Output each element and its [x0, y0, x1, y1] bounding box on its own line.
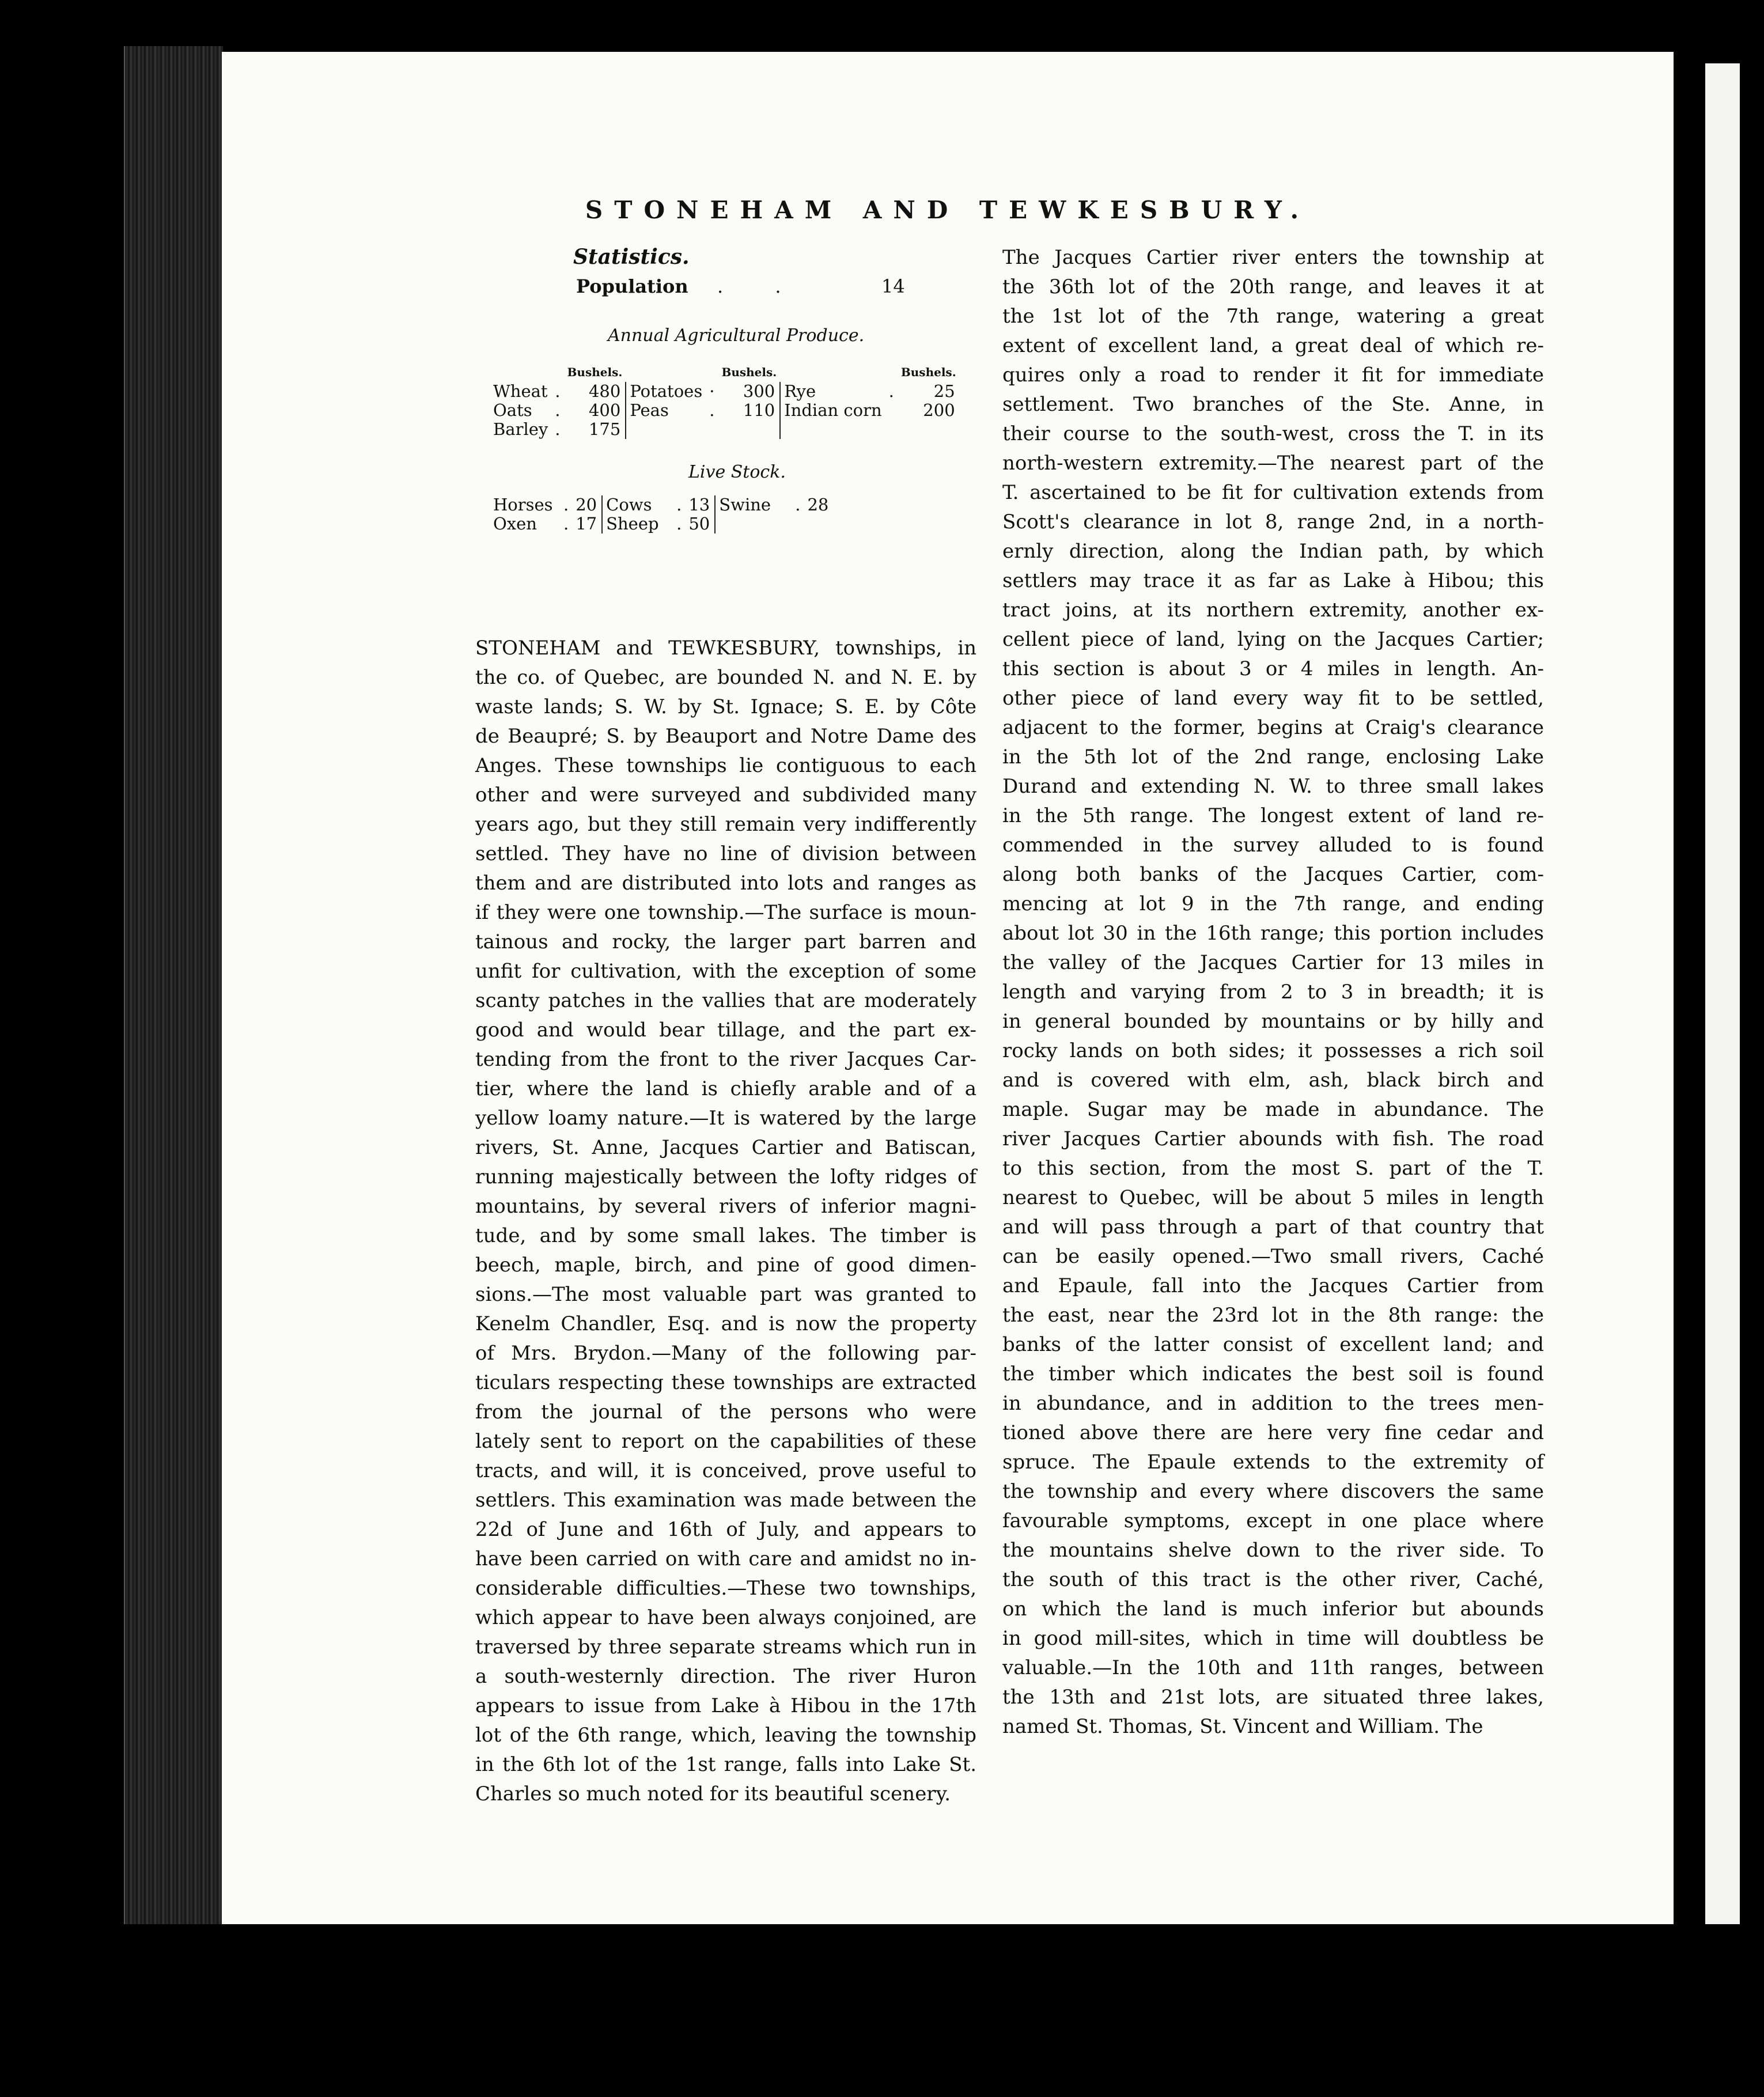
text-line: of Mrs. Brydon.—Many of the following par-: [475, 1342, 976, 1365]
text-line: settled. They have no line of division between: [475, 842, 976, 865]
text-line: tending from the front to the river Jacques Car-: [475, 1048, 976, 1071]
text-line: the valley of the Jacques Cartier for 13 miles in: [1002, 951, 1544, 974]
text-line: rivers, St. Anne, Jacques Cartier and Batiscan,: [475, 1136, 976, 1159]
animal-name: Oxen: [493, 514, 537, 533]
unit-header: Bushels.: [900, 365, 956, 379]
text-line: Scott's clearance in lot 8, range 2nd, in a north-: [1002, 510, 1544, 533]
text-line: good and would bear tillage, and the part ex-: [475, 1019, 976, 1042]
text-line: Kenelm Chandler, Esq. and is now the property: [475, 1312, 976, 1335]
text-line: on which the land is much inferior but abounds: [1002, 1598, 1544, 1621]
crop-value: 480: [564, 382, 626, 401]
text-line: adjacent to the former, begins at Craig's clearance: [1002, 716, 1544, 739]
text-line: beech, maple, birch, and pine of good dimen-: [475, 1254, 976, 1277]
crop-value: 400: [564, 401, 626, 420]
text-line: quires only a road to render it fit for immediate: [1002, 364, 1544, 387]
text-line: tier, where the land is chiefly arable and of a: [475, 1077, 976, 1100]
text-line: unfit for cultivation, with the exception of some: [475, 960, 976, 983]
text-line: in abundance, and in addition to the trees men-: [1002, 1392, 1544, 1415]
text-line: length and varying from 2 to 3 in breadth; it is: [1002, 981, 1544, 1004]
crop-name: Oats: [493, 400, 532, 420]
text-line: rocky lands on both sides; it possesses a rich soil: [1002, 1039, 1544, 1062]
text-line: which appear to have been always conjoined, are: [475, 1606, 976, 1629]
crop-name: Wheat: [493, 381, 548, 401]
text-line: running majestically between the lofty ridges of: [475, 1165, 976, 1188]
text-line: the south of this tract is the other river, Caché,: [1002, 1568, 1544, 1591]
text-line: other piece of land every way fit to be settled,: [1002, 687, 1544, 710]
text-line: spruce. The Epaule extends to the extremity of: [1002, 1451, 1544, 1474]
crop-value: 110: [718, 401, 780, 420]
text-line: in the 5th lot of the 2nd range, enclosing Lake: [1002, 745, 1544, 769]
crop-value: 300: [718, 382, 780, 401]
text-line: in the 6th lot of the 1st range, falls into Lake St.: [475, 1753, 976, 1776]
text-line: 22d of June and 16th of July, and appears to: [475, 1518, 976, 1541]
animal-name: Sheep: [606, 514, 659, 533]
text-line: mencing at lot 9 in the 7th range, and ending: [1002, 892, 1544, 915]
text-line: the 1st lot of the 7th range, watering a great: [1002, 305, 1544, 328]
leader: [885, 401, 898, 420]
text-line: de Beaupré; S. by Beauport and Notre Dame des: [475, 725, 976, 748]
leader: .: [888, 381, 894, 401]
text-line: ernly direction, along the Indian path, by which: [1002, 540, 1544, 563]
text-line: Anges. These townships lie contiguous to each: [475, 754, 976, 777]
facing-page-edge: [1705, 63, 1740, 1924]
crop-name: Potatoes: [630, 381, 703, 401]
left-text-column: [475, 634, 976, 1809]
text-line: their course to the south-west, cross the T. in its: [1002, 422, 1544, 445]
text-line: mountains, by several rivers of inferior magni-: [475, 1195, 976, 1218]
text-line: named St. Thomas, St. Vincent and William. The: [1002, 1715, 1483, 1738]
text-line: the 13th and 21st lots, are situated three lakes,: [1002, 1686, 1544, 1709]
right-text-column: [1002, 243, 1544, 1742]
text-line: STONEHAM and TEWKESBURY, townships, in: [475, 637, 976, 660]
text-line: the 36th lot of the 20th range, and leaves it at: [1002, 275, 1544, 298]
text-line: can be easily opened.—Two small rivers, Caché: [1002, 1245, 1544, 1268]
leader: .: [555, 419, 561, 439]
text-line: in the 5th range. The longest extent of land re-: [1002, 804, 1544, 827]
text-line: and will pass through a part of that country that: [1002, 1216, 1544, 1239]
text-line: sions.—The most valuable part was granted to: [475, 1283, 976, 1306]
text-line: have been carried on with care and amidst no in-: [475, 1547, 976, 1570]
leader: .: [795, 495, 801, 514]
text-line: favourable symptoms, except in one place where: [1002, 1509, 1544, 1532]
animal-count: 28: [807, 495, 829, 514]
text-line: settlers may trace it as far as Lake à Hibou; this: [1002, 569, 1544, 592]
leader: .: [555, 381, 561, 401]
text-line: lot of the 6th range, which, leaving the township: [475, 1724, 976, 1747]
text-line: Durand and extending N. W. to three small lakes: [1002, 775, 1544, 798]
table-row: [490, 495, 833, 514]
population-value: 14: [881, 275, 905, 297]
text-line: banks of the latter consist of excellent land; and: [1002, 1333, 1544, 1356]
text-line: valuable.—In the 10th and 11th ranges, between: [1002, 1656, 1544, 1679]
population-leader: . .: [717, 275, 804, 297]
text-line: in good mill-sites, which in time will doubtless be: [1002, 1627, 1544, 1650]
unit-header: Bushels.: [721, 365, 777, 379]
text-line: T. ascertained to be fit for cultivation extends from: [1002, 481, 1544, 504]
text-line: tracts, and will, it is conceived, prove useful to: [475, 1459, 976, 1482]
leader: .: [555, 400, 561, 420]
text-line: and Epaule, fall into the Jacques Cartier from: [1002, 1274, 1544, 1297]
text-line: the timber which indicates the best soil is found: [1002, 1362, 1544, 1386]
animal-count: 13: [685, 495, 715, 514]
text-line: The Jacques Cartier river enters the township at: [1002, 246, 1544, 269]
text-line: if they were one township.—The surface is moun-: [475, 901, 976, 924]
book-spine: [124, 46, 223, 1924]
text-line: commended in the survey alluded to is found: [1002, 834, 1544, 857]
text-line: tract joins, at its northern extremity, another ex-: [1002, 599, 1544, 622]
crop-name: Barley: [493, 419, 548, 439]
text-line: considerable difficulties.—These two townships,: [475, 1577, 976, 1600]
produce-table: [490, 363, 960, 439]
text-line: scanty patches in the vallies that are moderately: [475, 989, 976, 1012]
text-line: the east, near the 23rd lot in the 8th range: the: [1002, 1304, 1544, 1327]
text-line: waste lands; S. W. by St. Ignace; S. E. by Côte: [475, 695, 976, 718]
book-page: [222, 52, 1674, 1924]
text-line: lately sent to report on the capabilities of these: [475, 1430, 976, 1453]
text-line: Charles so much noted for its beautiful scenery.: [475, 1782, 951, 1805]
animal-count: 50: [685, 514, 715, 533]
text-line: and is covered with elm, ash, black birch and: [1002, 1069, 1544, 1092]
crop-value: 175: [564, 420, 626, 439]
running-head: STONEHAM AND TEWKESBURY.: [585, 196, 1311, 224]
produce-heading: Annual Agricultural Produce.: [608, 325, 865, 346]
statistics-heading: Statistics.: [573, 245, 690, 269]
text-line: extent of excellent land, a great deal of which re-: [1002, 334, 1544, 357]
animal-count: 17: [572, 514, 602, 533]
text-line: ticulars respecting these townships are extracted: [475, 1371, 976, 1394]
text-line: to this section, from the most S. part of the T.: [1002, 1157, 1544, 1180]
leader: .: [709, 400, 715, 420]
text-line: settlers. This examination was made between the: [475, 1489, 976, 1512]
table-row: [490, 382, 960, 401]
text-line: from the journal of the persons who were: [475, 1400, 976, 1424]
text-line: in general bounded by mountains or by hilly and: [1002, 1010, 1544, 1033]
text-line: maple. Sugar may be made in abundance. The: [1002, 1098, 1544, 1121]
leader: .: [676, 514, 682, 533]
livestock-table: [490, 495, 833, 533]
text-line: the co. of Quebec, are bounded N. and N. E. by: [475, 666, 976, 689]
text-line: north-western extremity.—The nearest part of the: [1002, 452, 1544, 475]
leader: .: [676, 495, 682, 514]
crop-value: 25: [933, 381, 955, 401]
population-label: Population: [576, 275, 688, 297]
table-row: [490, 401, 960, 420]
animal-count: 20: [572, 495, 602, 514]
table-row: [490, 514, 833, 533]
text-line: traversed by three separate streams which run in: [475, 1636, 976, 1659]
text-line: them and are distributed into lots and ranges as: [475, 872, 976, 895]
text-line: along both banks of the Jacques Cartier, com-: [1002, 863, 1544, 886]
unit-header: Bushels.: [567, 365, 623, 379]
text-line: other and were surveyed and subdivided many: [475, 783, 976, 807]
text-line: tude, and by some small lakes. The timber is: [475, 1224, 976, 1247]
leader: .: [563, 514, 569, 533]
text-line: years ago, but they still remain very indifferently: [475, 813, 976, 836]
leader: .: [563, 495, 569, 514]
crop-value: 200: [923, 400, 955, 420]
livestock-heading: Live Stock.: [688, 462, 786, 482]
table-row: [490, 420, 960, 439]
text-line: settlement. Two branches of the Ste. Anne, in: [1002, 393, 1544, 416]
text-line: about lot 30 in the 16th range; this portion includes: [1002, 922, 1544, 945]
text-line: the mountains shelve down to the river side. To: [1002, 1539, 1544, 1562]
text-line: a south-westernly direction. The river Huron: [475, 1665, 976, 1688]
text-line: yellow loamy nature.—It is watered by the large: [475, 1107, 976, 1130]
text-line: this section is about 3 or 4 miles in length. An-: [1002, 657, 1544, 680]
animal-name: Horses: [493, 495, 553, 514]
text-line: nearest to Quebec, will be about 5 miles in length: [1002, 1186, 1544, 1209]
leader: ·: [709, 381, 715, 401]
animal-name: Cows: [606, 495, 652, 514]
crop-name: Indian corn: [784, 400, 882, 420]
text-line: the township and every where discovers the same: [1002, 1480, 1544, 1503]
text-line: appears to issue from Lake à Hibou in the 17th: [475, 1694, 976, 1717]
text-line: tioned above there are here very fine cedar and: [1002, 1421, 1544, 1444]
crop-name: Peas: [630, 400, 669, 420]
text-line: tainous and rocky, the larger part barren and: [475, 930, 976, 953]
crop-name: Rye: [784, 381, 816, 401]
text-line: cellent piece of land, lying on the Jacques Cartier;: [1002, 628, 1544, 651]
text-line: river Jacques Cartier abounds with fish. The road: [1002, 1127, 1544, 1150]
animal-name: Swine: [719, 495, 771, 514]
